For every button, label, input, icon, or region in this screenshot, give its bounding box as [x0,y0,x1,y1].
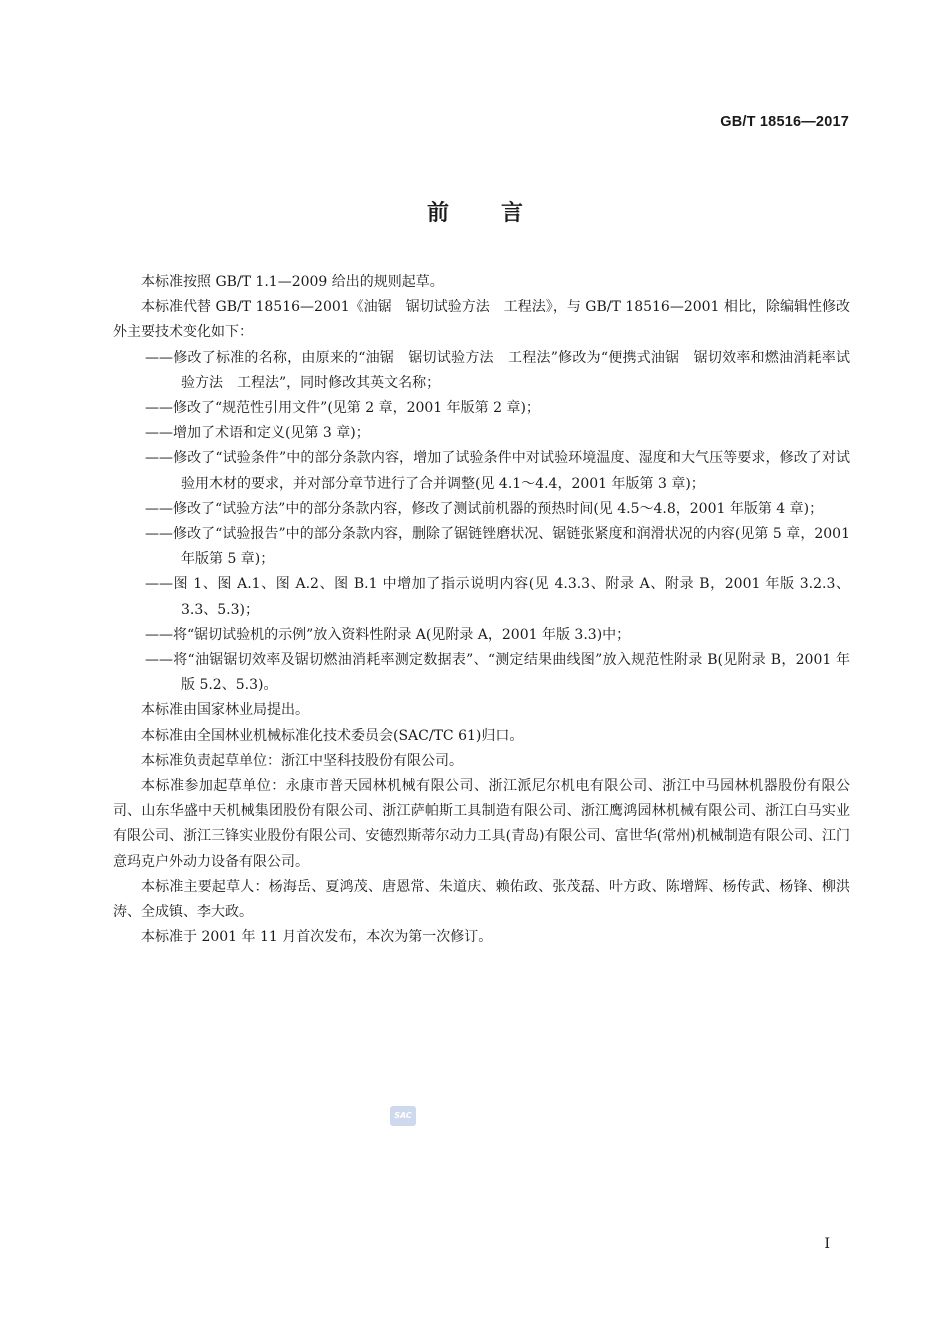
change-list-item: ——修改了“试验方法”中的部分条款内容，修改了测试前机器的预热时间(见 4.5～4.8，2001 年版第 4 章)； [145,500,824,517]
change-list-item: ——修改了“试验条件”中的部分条款内容，增加了试验条件中对试验环境温度、湿度和大气压等要求，修改了对试验用木材的要求，并对部分章节进行了合并调整(见 4.1～4.4，2001 年版第 3 章)； [145,450,850,492]
change-list-item: ——修改了“规范性引用文件”(见第 2 章，2001 年版第 2 章)； [145,400,540,417]
sac-logo-icon: SAC [390,1106,416,1126]
document-body [113,270,850,950]
change-list-item: ——将“锯切试验机的示例”放入资料性附录 A(见附录 A，2001 年版 3.3)中； [145,626,631,643]
body-paragraph: 本标准按照 GB/T 1.1—2009 给出的规则起草。 [141,274,444,290]
change-list-item: ——将“油锯锯切效率及锯切燃油消耗率测定数据表”、“测定结果曲线图”放入规范性附录 B(见附录 B，2001 年版 5.2、5.3)。 [145,652,850,694]
page-number: I [824,1236,830,1252]
change-list-item: ——图 1、图 A.1、图 A.2、图 B.1 中增加了指示说明内容(见 4.3.3、附录 A、附录 B，2001 年版 3.2.3、3.3、5.3)； [145,576,850,618]
change-list-item: ——修改了“试验报告”中的部分条款内容，删除了锯链锉磨状况、锯链张紧度和润滑状况的内容(见第 5 章，2001 年版第 5 章)； [145,526,850,568]
body-paragraph: 本标准于 2001 年 11 月首次发布，本次为第一次修订。 [141,929,493,946]
body-paragraph: 本标准主要起草人：杨海岳、夏鸿茂、唐恩常、朱道庆、赖佑政、张茂磊、叶方政、陈增辉、杨传武、杨锋、柳洪涛、全成镇、李大政。 [113,878,850,921]
body-paragraph: 本标准参加起草单位：永康市普天园林机械有限公司、浙江派尼尔机电有限公司、浙江中马园林机器股份有限公司、山东华盛中天机械集团股份有限公司、浙江萨帕斯工具制造有限公司、浙江鹰鸿园林机械有限公司、浙江白马实业有限公司、浙江三锋实业股份有限公司、安德烈斯蒂尔动力工具(青岛)有限公司、富世华(常州)机械制造有限公司、江门意玛克户外动力设备有限公司。 [113,778,850,870]
body-paragraph: 本标准由国家林业局提出。 [141,702,309,719]
standard-code: GB/T 18516—2017 [720,114,849,130]
body-paragraph: 本标准代替 GB/T 18516—2001《油锯 锯切试验方法 工程法》，与 GB/T 18516—2001 相比，除编辑性修改外主要技术变化如下： [113,299,850,341]
page-title: 前言 [426,201,575,226]
change-list-item: ——增加了术语和定义(见第 3 章)； [145,425,370,442]
body-paragraph: 本标准由全国林业机械标准化技术委员会(SAC/TC 61)归口。 [141,727,524,744]
body-paragraph: 本标准负责起草单位：浙江中坚科技股份有限公司。 [141,752,463,769]
change-list-item: ——修改了标准的名称，由原来的“油锯 锯切试验方法 工程法”修改为“便携式油锯 锯切效率和燃油消耗率试验方法 工程法”，同时修改其英文名称； [145,349,850,391]
